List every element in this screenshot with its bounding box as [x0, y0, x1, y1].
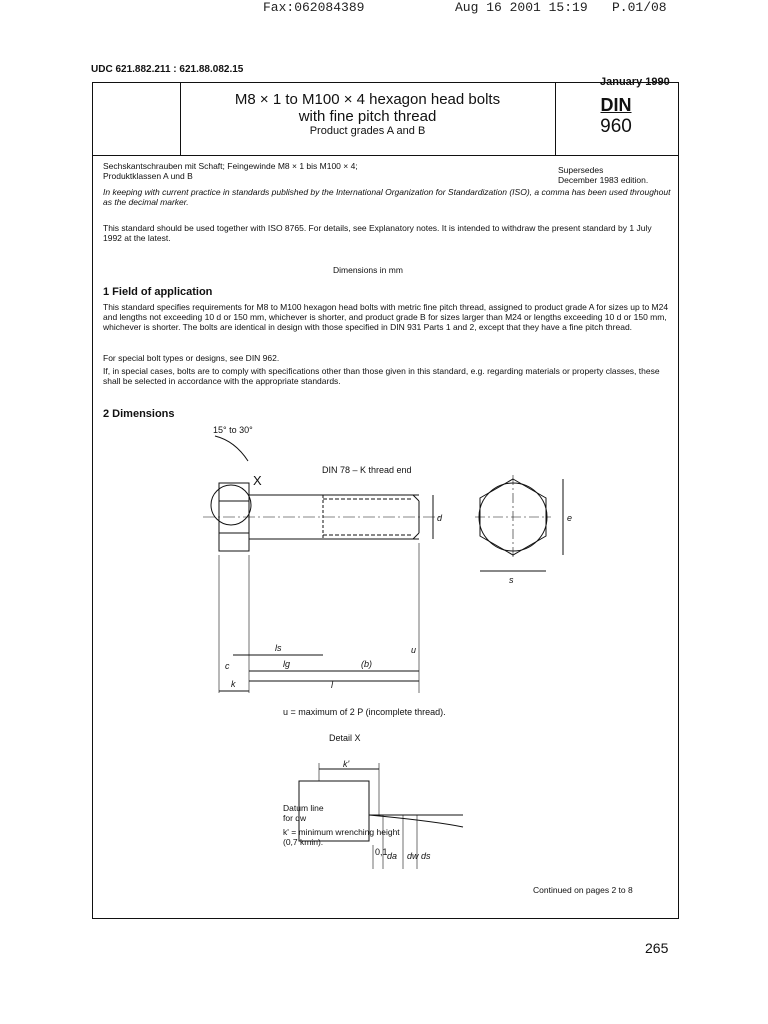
header-rule: [93, 155, 678, 156]
datum-line: Datum line: [283, 803, 324, 813]
din-badge: [561, 95, 671, 138]
header-divider-right: [555, 83, 556, 155]
continued-note: Continued on pages 2 to 8: [533, 885, 633, 895]
section-1-heading: 1 Field of application: [103, 286, 213, 298]
fax-page: P.01/08: [612, 0, 667, 15]
label-lg: lg: [283, 659, 291, 669]
page-number: 265: [645, 940, 669, 956]
label-c: c: [225, 661, 230, 671]
label-kprime: k': [343, 759, 350, 769]
title-line-1: M8 × 1 to M100 × 4 hexagon head bolts: [234, 91, 501, 108]
dimensions-note: Dimensions in mm: [333, 265, 403, 275]
section-2-heading: 2 Dimensions: [103, 408, 175, 420]
label-s: s: [509, 575, 514, 585]
label-b: (b): [361, 659, 372, 669]
kprime-note-2: (0,7 kmin).: [283, 837, 324, 847]
usage-note: This standard should be used together with ISO 8765. For details, see Explanatory notes. It is intended to withdraw the present standard by 1 July 1992 at the latest.: [103, 223, 652, 243]
section-1-paragraph-3: If, in special cases, bolts are to comply with specifications other than those given in this standard, e.g. regarding materials or property classes, these shall be selected in accordance with the appropriate standards.: [103, 366, 660, 386]
label-e: e: [567, 513, 573, 523]
udc-number: UDC 621.882.211 : 621.88.082.15: [91, 64, 244, 75]
datum-line-label: [283, 803, 400, 847]
label-dw: dw: [407, 851, 419, 861]
supersedes-label: Supersedes: [558, 165, 604, 175]
document-frame: [92, 82, 679, 919]
label-u: u: [411, 645, 417, 655]
title-line-2: with fine pitch thread: [298, 108, 437, 125]
detail-title: Detail X: [329, 733, 361, 743]
issue-date: January 1990: [600, 76, 670, 88]
din-number: 960: [600, 116, 632, 137]
kprime-note: k' = minimum wrenching height: [283, 827, 400, 837]
datum-line-for: for dw: [283, 813, 307, 823]
label-k: k: [231, 679, 236, 689]
label-l: l: [331, 680, 333, 690]
detail-marker: X: [253, 473, 262, 488]
iso-note: In keeping with current practice in standards published by the International Organization for Standardization (ISO), a comma has been used throughout as the decimal marker.: [103, 187, 671, 207]
section-1-paragraph-2: For special bolt types or designs, see DIN 962.: [103, 353, 280, 363]
label-da: da: [387, 851, 398, 861]
label-ls: ls: [275, 643, 282, 653]
angle-label: 15° to 30°: [213, 425, 253, 435]
detail-circle: [211, 485, 251, 525]
supersedes: [558, 165, 676, 185]
label-01: 0,1: [375, 847, 388, 857]
document-title: [181, 91, 554, 137]
title-line-3: Product grades A and B: [309, 125, 426, 137]
label-d: d: [437, 513, 443, 523]
fax-number: Fax:062084389: [263, 0, 365, 15]
label-ds: ds: [421, 851, 431, 861]
angle-arc: [215, 436, 248, 461]
fax-datetime: Aug 16 2001 15:19: [455, 0, 588, 15]
section-1-paragraph-1: This standard specifies requirements for M8 to M100 hexagon head bolts with metric fine pitch thread, assigned to product grade A for sizes up to M24 and lengths not exceeding 10 d or 150 mm, whichever is shorter, and product grade B for sizes larger than M24 or lengths exceeding 10 d or 150 mm, whichever is shorter. The bolts are identical in design with those specified in DIN 931 Parts 1 and 2, except that they have a fine pitch thread.: [103, 302, 669, 332]
supersedes-edition: December 1983 edition.: [558, 175, 649, 185]
thread-end-label: DIN 78 – K thread end: [322, 465, 412, 475]
german-title: Sechskantschrauben mit Schaft; Feingewinde M8 × 1 bis M100 × 4; Produktklassen A und B: [103, 161, 358, 181]
din-label: DIN: [600, 95, 632, 115]
u-note: u = maximum of 2 P (incomplete thread).: [283, 707, 446, 717]
